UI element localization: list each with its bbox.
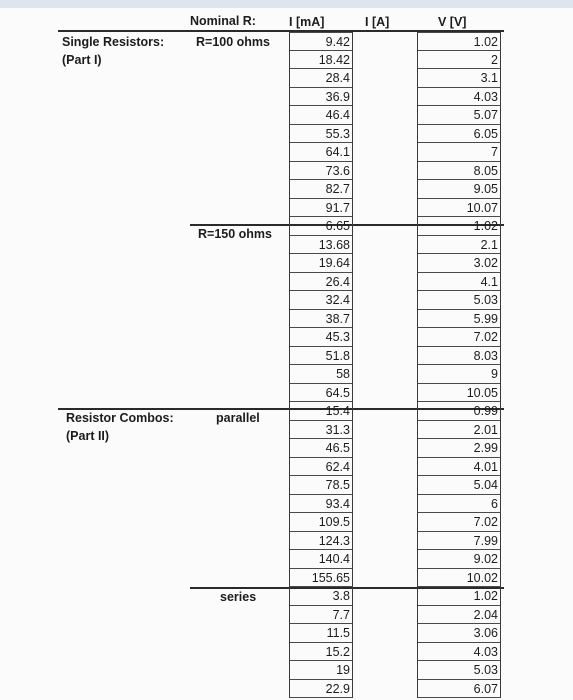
voltage-cell[interactable]: 0.99 [418,402,500,421]
current-ma-cell[interactable]: 38.7 [290,310,352,329]
voltage-cell[interactable]: 2.99 [418,439,500,458]
current-ma-cell[interactable]: 64.5 [290,384,352,403]
voltage-cell[interactable]: 2.04 [418,606,500,625]
current-ma-cell[interactable]: 45.3 [290,328,352,347]
header-current-a: I [A] [365,15,390,29]
group-label-series: series [220,590,257,604]
voltage-cell[interactable]: 9.05 [418,180,500,199]
current-ma-cell[interactable]: 58 [290,365,352,384]
current-ma-cell[interactable]: 13.68 [290,236,352,255]
current-ma-cell[interactable]: 18.42 [290,51,352,70]
voltage-cell[interactable]: 2 [418,51,500,70]
voltage-cell[interactable]: 6 [418,495,500,514]
voltage-cell[interactable]: 4.1 [418,273,500,292]
voltage-cell[interactable]: 1.02 [418,587,500,606]
voltage-cell[interactable]: 5.07 [418,106,500,125]
current-ma-column [289,32,353,698]
group-label-parallel: parallel [216,411,260,425]
current-ma-cell[interactable]: 26.4 [290,273,352,292]
section-subtitle: (Part II) [66,429,110,443]
voltage-cell[interactable]: 8.03 [418,347,500,366]
current-ma-cell[interactable]: 62.4 [290,458,352,477]
current-ma-cell[interactable]: 93.4 [290,495,352,514]
voltage-cell[interactable]: 4.01 [418,458,500,477]
current-ma-cell[interactable]: 91.7 [290,199,352,218]
voltage-cell[interactable]: 4.03 [418,643,500,662]
current-ma-cell[interactable]: 7.7 [290,606,352,625]
current-ma-cell[interactable]: 22.9 [290,680,352,699]
group-label-r100: R=100 ohms [196,35,270,49]
voltage-column [417,32,501,698]
current-ma-cell[interactable]: 46.5 [290,439,352,458]
voltage-cell[interactable]: 7.02 [418,328,500,347]
voltage-cell[interactable]: 5.99 [418,310,500,329]
voltage-cell[interactable]: 10.05 [418,384,500,403]
voltage-cell[interactable]: 3.06 [418,624,500,643]
voltage-cell[interactable]: 10.02 [418,569,500,588]
voltage-cell[interactable]: 4.03 [418,88,500,107]
section-label-combos [66,411,174,443]
voltage-cell[interactable]: 2.01 [418,421,500,440]
current-ma-cell[interactable]: 109.5 [290,513,352,532]
voltage-cell[interactable]: 1.02 [418,217,500,236]
current-ma-cell[interactable]: 82.7 [290,180,352,199]
voltage-cell[interactable]: 5.03 [418,291,500,310]
voltage-cell[interactable]: 6.05 [418,125,500,144]
current-ma-cell[interactable]: 3.8 [290,587,352,606]
current-ma-cell[interactable]: 19.64 [290,254,352,273]
current-ma-cell[interactable]: 11.5 [290,624,352,643]
voltage-cell[interactable]: 5.03 [418,661,500,680]
group-label-r150: R=150 ohms [198,227,272,241]
voltage-cell[interactable]: 7.99 [418,532,500,551]
current-ma-cell[interactable]: 32.4 [290,291,352,310]
section-label-single [62,35,164,67]
current-ma-cell[interactable]: 36.9 [290,88,352,107]
current-ma-cell[interactable]: 28.4 [290,69,352,88]
current-ma-cell[interactable]: 124.3 [290,532,352,551]
voltage-cell[interactable]: 9.02 [418,550,500,569]
voltage-cell[interactable]: 10.07 [418,199,500,218]
current-ma-cell[interactable]: 19 [290,661,352,680]
voltage-cell[interactable]: 2.1 [418,236,500,255]
current-ma-cell[interactable]: 140.4 [290,550,352,569]
current-ma-cell[interactable]: 51.8 [290,347,352,366]
current-ma-cell[interactable]: 31.3 [290,421,352,440]
top-bar [0,0,573,8]
voltage-cell[interactable]: 7.02 [418,513,500,532]
current-ma-cell[interactable]: 155.65 [290,569,352,588]
current-ma-cell[interactable]: 6.65 [290,217,352,236]
current-ma-cell[interactable]: 46.4 [290,106,352,125]
header-current-ma: I [mA] [289,15,325,29]
current-ma-cell[interactable]: 9.42 [290,32,352,51]
voltage-cell[interactable]: 3.1 [418,69,500,88]
current-ma-cell[interactable]: 73.6 [290,162,352,181]
voltage-cell[interactable]: 8.05 [418,162,500,181]
voltage-cell[interactable]: 6.07 [418,680,500,699]
current-ma-cell[interactable]: 78.5 [290,476,352,495]
current-ma-cell[interactable]: 55.3 [290,125,352,144]
header-nominal-r: Nominal R: [190,14,256,28]
voltage-cell[interactable]: 1.02 [418,32,500,51]
section-title: Single Resistors: [62,35,165,49]
section-title: Resistor Combos: [66,411,174,425]
voltage-cell[interactable]: 5.04 [418,476,500,495]
voltage-cell[interactable]: 9 [418,365,500,384]
section-subtitle: (Part I) [62,53,102,67]
current-ma-cell[interactable]: 15.2 [290,643,352,662]
voltage-cell[interactable]: 7 [418,143,500,162]
current-ma-cell[interactable]: 15.4 [290,402,352,421]
voltage-cell[interactable]: 3.02 [418,254,500,273]
header-voltage: V [V] [438,15,467,29]
current-ma-cell[interactable]: 64.1 [290,143,352,162]
